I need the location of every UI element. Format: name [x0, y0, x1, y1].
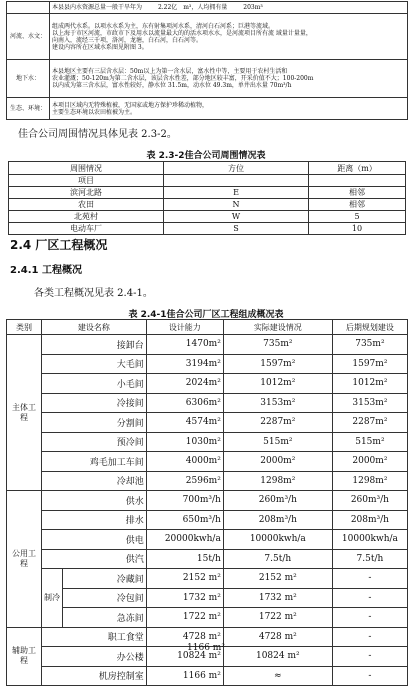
- row-label-groundwater: 地下水：: [7, 60, 50, 98]
- planned-value: -: [332, 647, 407, 667]
- cell-direction: E: [164, 187, 309, 199]
- cell-direction: S: [164, 223, 309, 235]
- actual-value: 1597m²: [223, 354, 332, 374]
- actual-value: 1012m²: [223, 374, 332, 394]
- col-header-actual: 实际建设情况: [223, 320, 332, 335]
- cell-name: 电动车厂: [9, 223, 164, 235]
- cell-name: 项目: [9, 175, 164, 187]
- design-capacity: 1470m²: [146, 335, 223, 355]
- item-name: 接卸台: [42, 335, 147, 355]
- cell-distance: 5: [309, 211, 406, 223]
- planned-value: 515m²: [332, 432, 407, 452]
- engineering-table: [6, 319, 408, 686]
- cell-distance: 相邻: [309, 187, 406, 199]
- col-header-name: 建设名称: [42, 320, 147, 335]
- actual-value: 208m³/h: [223, 510, 332, 530]
- category-main: 主体工程: [7, 335, 42, 491]
- item-name: 鸡毛加工车间: [42, 452, 147, 472]
- cell-direction: N: [164, 199, 309, 211]
- item-name: 小毛间: [42, 374, 147, 394]
- cell-distance: 相邻: [309, 199, 406, 211]
- item-name: 冷包间: [63, 588, 147, 608]
- item-name: 冷却池: [42, 471, 147, 491]
- category-auxiliary: 辅助工程: [7, 627, 42, 686]
- actual-value: 10000kwh/a: [223, 530, 332, 550]
- actual-value: 4728 m²: [223, 627, 332, 647]
- planned-value: 1012m²: [332, 374, 407, 394]
- planned-value: -: [332, 588, 407, 608]
- ecology-text: 本项目区域内无特殊植被，无国家或地方保护珍稀动植物， 主要生态环境以农田植被为主。: [50, 98, 408, 120]
- design-capacity: 10824 m²: [146, 647, 223, 667]
- design-capacity: 4728 m²: [146, 627, 223, 647]
- cell-direction: W: [164, 211, 309, 223]
- item-name: 供水: [42, 491, 147, 511]
- actual-value: 7.5t/h: [223, 549, 332, 569]
- col-header-distance: 距离（m）: [309, 162, 406, 175]
- planned-value: 1597m²: [332, 354, 407, 374]
- actual-value: 735m²: [223, 335, 332, 355]
- actual-value: 2000m²: [223, 452, 332, 472]
- actual-value: 2287m²: [223, 413, 332, 433]
- design-capacity: 1732 m²: [146, 588, 223, 608]
- item-name: 排水: [42, 510, 147, 530]
- groundwater-text: 本县地区主要有三层含水层：50m以上为第一含水层，富水性中等，主要用于农村生活和 农业灌溉；50-120m为第二含水层，该层含水性差，部分地区较丰富，开采价值不大；100-200m 以内成为第三含水层，富水性较好，静水位 31.5m，动水位 49.3m，单井出水量 70m³/h: [50, 60, 408, 98]
- planned-value: 7.5t/h: [332, 549, 407, 569]
- design-capacity: 1166 m²: [146, 666, 223, 686]
- river-text: 组成两代水系。以项水水系为主，东有射集项河水系，清河白石河系；巨港等流域。 以上海于市区河流，市政市下及用水以流量最大的的活水项水水，是河流项目所有流 域量计量量， 向南入，流经三千项，洛河，龙塘，白石河，白石河等。 建设内容所在区域水系图见附图 3。: [50, 14, 408, 60]
- design-capacity: 3194m²: [146, 354, 223, 374]
- design-capacity: 15t/h: [146, 549, 223, 569]
- item-name: 供汽: [42, 549, 147, 569]
- design-capacity: 650m³/h: [146, 510, 223, 530]
- cell-name: 滨河北路: [9, 187, 164, 199]
- design-capacity: 2024m²: [146, 374, 223, 394]
- design-capacity: 2152 m²: [146, 569, 223, 589]
- actual-value: 1732 m²: [223, 588, 332, 608]
- actual-value: ≈: [223, 666, 332, 686]
- planned-value: 735m²: [332, 335, 407, 355]
- water-resource-text: 本县县内水资源总量一般干旱年为 2.22亿 m³，人均拥有量 203m³: [50, 2, 408, 14]
- planned-value: 3153m²: [332, 393, 407, 413]
- col-header-category: 类别: [7, 320, 42, 335]
- design-capacity: 700m³/h: [146, 491, 223, 511]
- item-name: 冷藏间: [63, 569, 147, 589]
- surroundings-caption: 佳合公司周围情况具体见表 2.3-2。: [18, 129, 177, 140]
- intro-paragraph: 各类工程概况见表 2.4-1。: [34, 288, 153, 299]
- cell-name: 北苑村: [9, 211, 164, 223]
- planned-value: -: [332, 569, 407, 589]
- design-capacity: 1722 m²: [146, 608, 223, 628]
- category-utilities: 公用工程: [7, 491, 42, 628]
- item-name: 大毛间: [42, 354, 147, 374]
- planned-value: -: [332, 608, 407, 628]
- actual-value: 1298m²: [223, 471, 332, 491]
- surroundings-table: [8, 161, 406, 235]
- actual-value: 2152 m²: [223, 569, 332, 589]
- design-capacity: 4000m²: [146, 452, 223, 472]
- col-header-planned: 后期规划建设: [332, 320, 407, 335]
- planned-value: 1298m²: [332, 471, 407, 491]
- cell-name: 农田: [9, 199, 164, 211]
- planned-value: 2287m²: [332, 413, 407, 433]
- category-refrigeration: 制冷: [42, 569, 63, 628]
- item-name: 预冷间: [42, 432, 147, 452]
- water-info-table: [6, 1, 408, 120]
- section-2-4-1-heading: 2.4.1 工程概况: [10, 265, 82, 276]
- actual-value: 10824 m²: [223, 647, 332, 667]
- design-capacity: 20000kwh/a: [146, 530, 223, 550]
- cell-direction: [164, 175, 309, 187]
- planned-value: 208m³/h: [332, 510, 407, 530]
- planned-value: 10000kwh/a: [332, 530, 407, 550]
- row-label-river: 河流、水文：: [7, 14, 50, 60]
- col-header-direction: 方位: [164, 162, 309, 175]
- actual-value: 260m³/h: [223, 491, 332, 511]
- cell-distance: [309, 175, 406, 187]
- item-name: 办公楼: [42, 647, 147, 667]
- planned-value: -: [332, 666, 407, 686]
- design-capacity: 2596m²: [146, 471, 223, 491]
- actual-value: 1722 m²: [223, 608, 332, 628]
- col-header-design: 设计能力: [146, 320, 223, 335]
- item-name: 急冻间: [63, 608, 147, 628]
- col-header-surroundings: 周围情况: [9, 162, 164, 175]
- cell-distance: 10: [309, 223, 406, 235]
- item-name: 冷接间: [42, 393, 147, 413]
- table-2-4-1-title: 表 2.4-1佳合公司厂区工程组成概况表: [128, 310, 284, 320]
- item-name: 职工食堂: [42, 627, 147, 647]
- actual-value: 3153m²: [223, 393, 332, 413]
- table-2-3-2-title: 表 2.3-2佳合公司周围情况表: [146, 151, 266, 161]
- design-capacity: 6306m²: [146, 393, 223, 413]
- item-name: 机房控制室: [42, 666, 147, 686]
- planned-value: 260m³/h: [332, 491, 407, 511]
- section-2-4-heading: 2.4 厂区工程概况: [10, 238, 108, 252]
- row-label-ecology: 生态、环境：: [7, 98, 50, 120]
- design-capacity: 4574m²: [146, 413, 223, 433]
- item-name: 分割间: [42, 413, 147, 433]
- actual-value: 515m²: [223, 432, 332, 452]
- page-bottom-value: 1166 m²: [187, 643, 225, 653]
- planned-value: -: [332, 627, 407, 647]
- item-name: 供电: [42, 530, 147, 550]
- design-capacity: 1030m²: [146, 432, 223, 452]
- planned-value: 2000m²: [332, 452, 407, 472]
